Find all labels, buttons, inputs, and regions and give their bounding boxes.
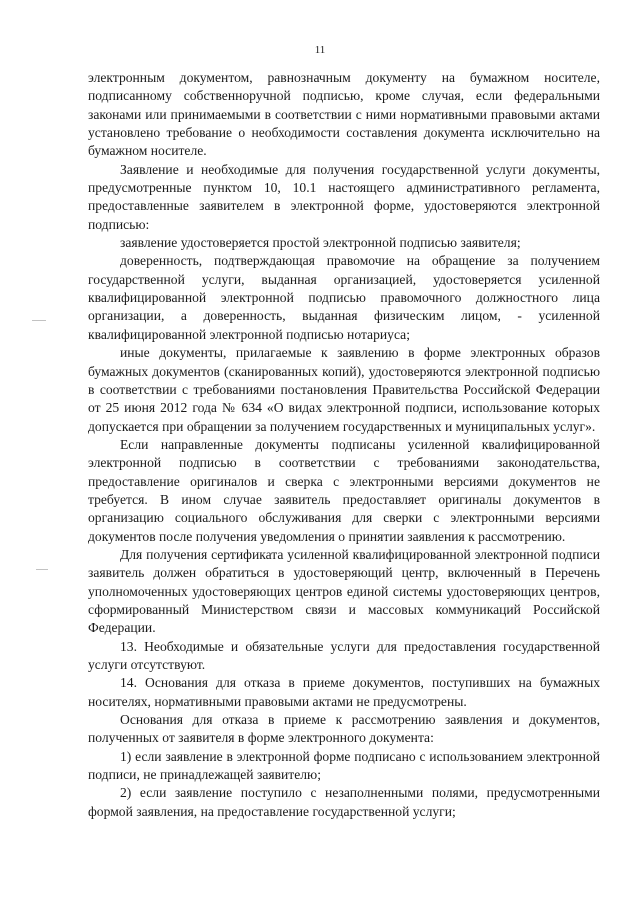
paragraph: Основания для отказа в приеме к рассмотрению заявления и документов, полученных от заявителя в форме электронного документа: xyxy=(88,712,600,746)
paragraph: 13. Необходимые и обязательные услуги для предоставления государственной услуги отсутствуют. xyxy=(88,638,600,672)
paragraph: электронным документом, равнозначным документу на бумажном носителе, подписанному собственноручной подписью, кроме случая, если федеральными законами или принимаемыми в соответствии с ними нормативными правовыми актами установлено требование о необходимости составления документа исключительно на бумажном носителе. xyxy=(88,70,600,159)
paragraph: Если направленные документы подписаны усиленной квалифицированной электронной подписью в соответствии с требованиями законодательства, предоставление оригиналов и сверка с электронными версиями документов не требуется. В ином случае заявитель предоставляет оригиналы документов в организацию социального обслуживания для сверки с электронными версиями документов после получения уведомления о принятии заявления к рассмотрению. xyxy=(88,436,600,544)
paragraph: доверенность, подтверждающая правомочие на обращение за получением государственной услуги, выданная организацией, удостоверяется усиленной квалифицированной электронной подписью правомочного должностного лица организации, а доверенность, выданная физическим лицом, - усиленной квалифицированной электронной подписью нотариуса; xyxy=(88,253,600,342)
scan-mark xyxy=(32,320,46,321)
paragraph: иные документы, прилагаемые к заявлению в форме электронных образов бумажных документов (сканированных копий), удостоверяются электронной подписью в соответствии с требованиями постановления Правительства Российской Федерации от 25 июня 2012 года № 634 «О видах электронной подписи, использование которых допускается при обращении за получением государственных и муниципальных услуг». xyxy=(88,345,600,434)
paragraph: 1) если заявление в электронной форме подписано с использованием электронной подписи, не принадлежащей заявителю; xyxy=(88,748,600,783)
paragraph: заявление удостоверяется простой электронной подписью заявителя; xyxy=(120,235,521,251)
document-body xyxy=(88,69,600,821)
page-number: 11 xyxy=(314,44,326,56)
paragraph: 14. Основания для отказа в приеме документов, поступивших на бумажных носителях, нормативными правовыми актами не предусмотрены. xyxy=(88,675,600,709)
paragraph: Заявление и необходимые для получения государственной услуги документы, предусмотренные пунктом 10, 10.1 настоящего административного регламента, предоставленные заявителем в электронной форме, удостоверяются электронной подписью: xyxy=(88,161,600,232)
paragraph: 2) если заявление поступило с незаполненными полями, предусмотренными формой заявления, на предоставление государственной услуги; xyxy=(88,785,600,819)
paragraph: Для получения сертификата усиленной квалифицированной электронной подписи заявитель должен обратиться в удостоверяющий центр, включенный в Перечень уполномоченных удостоверяющих центров единой системы удостоверяющих центров, сформированный Министерством связи и массовых коммуникаций Российской Федерации. xyxy=(88,546,600,636)
scan-mark xyxy=(36,569,48,570)
